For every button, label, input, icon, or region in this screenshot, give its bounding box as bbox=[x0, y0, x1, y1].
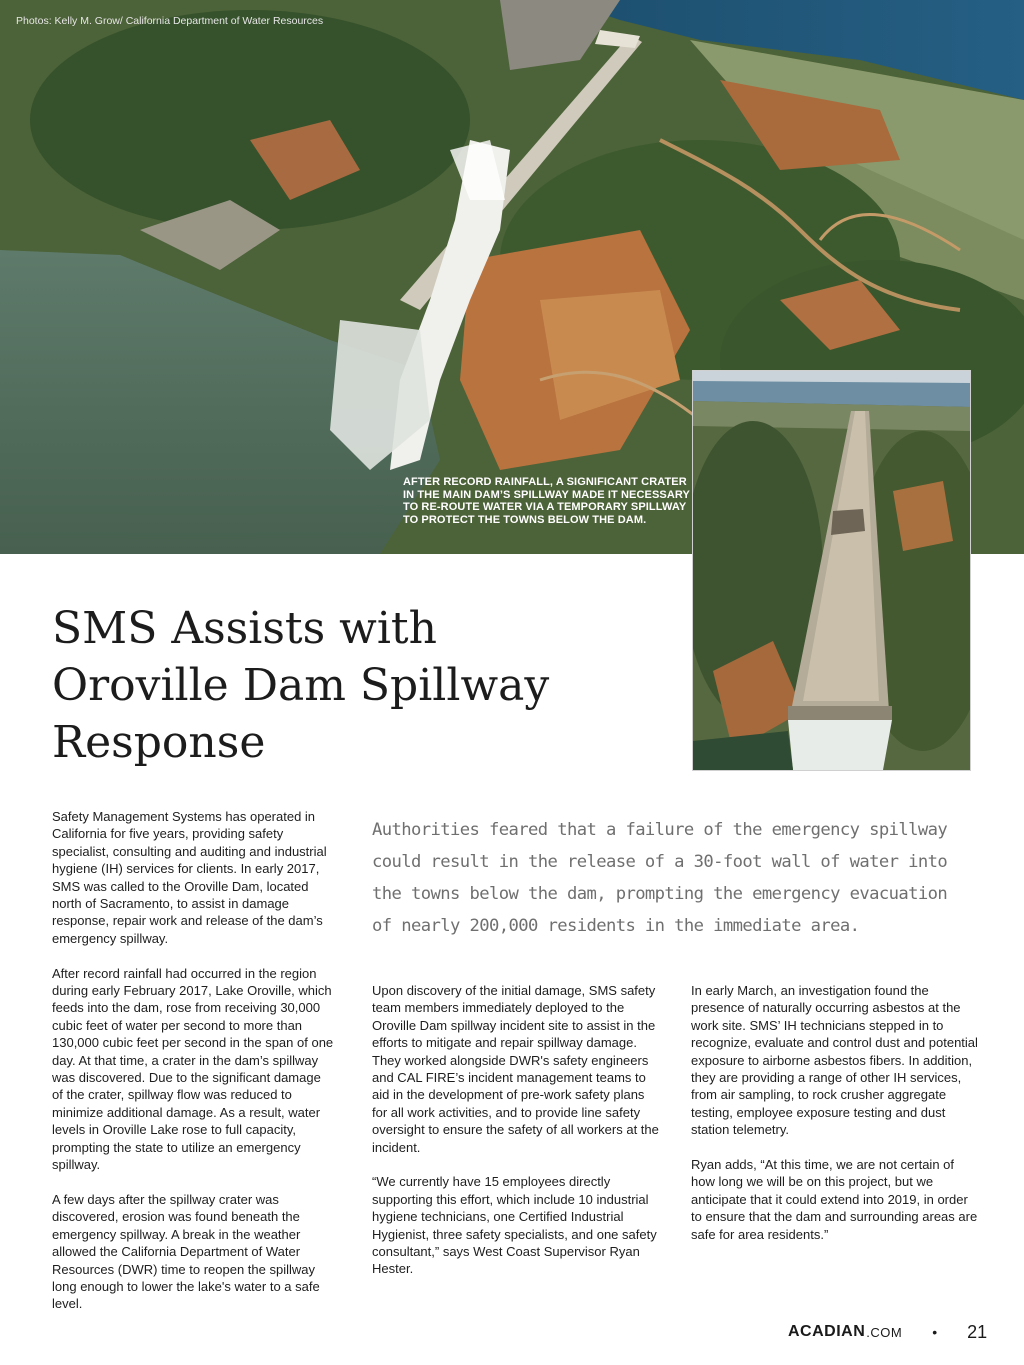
body-column-3 bbox=[691, 982, 981, 1260]
page-footer bbox=[788, 1320, 987, 1344]
body-paragraph: After record rainfall had occurred in the region during early February 2017, Lake Oroville, which feeds into the dam, rose from receiving 30,000 cubic feet of water per second to more than 130,000 cubic feet per second in the span of one day. At that time, a crater in the dam’s spillway was discovered. Due to the significant damage of the crater, spillway flow was reduced to minimize additional damage. As a result, water levels in Oroville Lake rose to full capacity, prompting the state to utilize an emergency spillway. bbox=[52, 965, 334, 1173]
body-paragraph: Upon discovery of the initial damage, SMS safety team members immediately deployed to the Oroville Dam spillway incident site to assist in the efforts to mitigate and repair spillway damage. They worked alongside DWR's safety engineers and CAL FIRE’s incident management teams to aid in the development of pre-work safety plans for all work activities, and to provide line safety oversight to ensure the safety of all workers at the incident. bbox=[372, 983, 659, 1155]
body-column-1 bbox=[52, 808, 334, 1330]
photo-caption: AFTER RECORD RAINFALL, A SIGNIFICANT CRATER IN THE MAIN DAM’S SPILLWAY MADE IT NECESSARY TO RE-ROUTE WATER VIA A TEMPORARY SPILLWAY TO PROTECT THE TOWNS BELOW THE DAM. bbox=[403, 476, 690, 526]
body-paragraph: In early March, an investigation found the presence of naturally occurring asbestos at the work site. SMS’ IH technicians stepped in to recognize, evaluate and control dust and potential exposure to airborne asbestos fibers. In addition, they are providing a range of other IH services, from air sampling, to rock crusher aggregate testing, employee exposure testing and dust station telemetry. bbox=[691, 983, 978, 1138]
article-title: SMS Assists with Oroville Dam Spillway Response bbox=[52, 603, 550, 768]
inset-spillway-photo bbox=[692, 370, 971, 771]
spillway-image bbox=[693, 371, 970, 770]
brand-domain: .COM bbox=[866, 1324, 903, 1340]
body-paragraph: A few days after the spillway crater was discovered, erosion was found beneath the emergency spillway. A break in the weather allowed the California Department of Water Resources (DWR) time to reopen the spillway long enough to lower the lake's water to a safe level. bbox=[52, 1191, 320, 1312]
body-paragraph: Ryan adds, “At this time, we are not certain of how long we will be on this project, but we anticipate that it could extend into 2019, in order to ensure that the dam and surrounding areas are safe for area residents.” bbox=[691, 1157, 978, 1242]
pull-quote: Authorities feared that a failure of the emergency spillway could result in the release of a 30-foot wall of water into the towns below the dam, prompting the emergency evacuation of nearly 200,000 residents in the immediate area. bbox=[372, 820, 948, 936]
brand-name: ACADIAN bbox=[788, 1323, 866, 1340]
body-paragraph: “We currently have 15 employees directly supporting this effort, which include 10 industrial hygiene technicians, one Certified Industrial Hygienist, three safety specialists, and one safety consultant,” says West Coast Supervisor Ryan Hester. bbox=[372, 1174, 657, 1277]
body-column-2 bbox=[372, 982, 660, 1295]
body-paragraph: Safety Management Systems has operated in California for five years, providing safety specialist, consulting and auditing and industrial hygiene (IH) services for clients. In early 2017, SMS was called to the Oroville Dam, located north of Sacramento, to assist in damage response, repair work and release of the dam’s emergency spillway. bbox=[52, 809, 327, 946]
footer-separator: • bbox=[932, 1324, 938, 1340]
photo-credit: Photos: Kelly M. Grow/ California Department of Water Resources bbox=[16, 15, 324, 27]
page-number: 21 bbox=[967, 1321, 988, 1342]
